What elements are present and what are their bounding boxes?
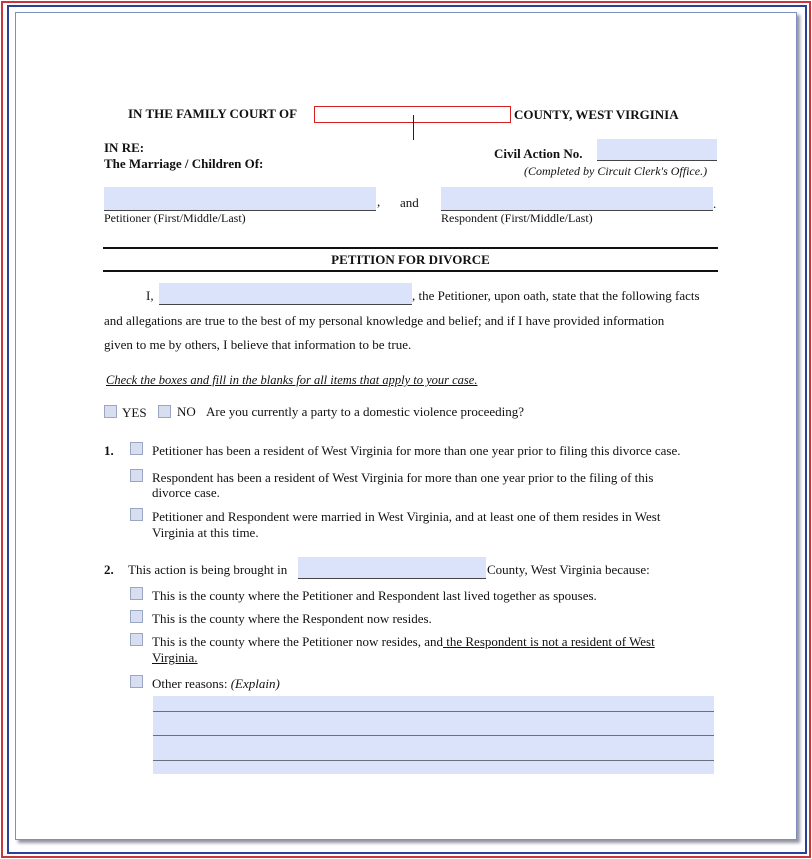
other-reasons-label: Other reasons: — [152, 676, 231, 691]
title-bottom-rule — [103, 270, 718, 272]
dv-no-label: NO — [177, 404, 196, 419]
married-in-wv-checkbox[interactable] — [130, 508, 143, 521]
petitioner-caption: Petitioner (First/Middle/Last) — [104, 211, 246, 225]
respondent-name-input[interactable] — [441, 187, 713, 211]
venue-petitioner-text-cont: Virginia. — [152, 650, 198, 665]
text-cursor — [413, 115, 414, 140]
venue-petitioner-checkbox[interactable] — [130, 633, 143, 646]
intro-i: I, — [146, 288, 154, 303]
intro-line1: , the Petitioner, upon oath, state that the following facts — [412, 288, 700, 303]
explain-line-2 — [153, 735, 714, 736]
residency-respondent-checkbox[interactable] — [130, 469, 143, 482]
section-2-number: 2. — [104, 562, 114, 577]
venue-petitioner-text: This is the county where the Petitioner now resides, and — [152, 634, 443, 649]
in-re-label: IN RE: — [104, 140, 145, 155]
marriage-of-label: The Marriage / Children Of: — [104, 156, 264, 171]
petitioner-full-name-input[interactable] — [159, 283, 412, 305]
title-top-rule — [103, 247, 718, 249]
and-text: and — [400, 195, 419, 210]
intro-line3: given to me by others, I believe that information to be true. — [104, 337, 412, 352]
venue-respondent-checkbox[interactable] — [130, 610, 143, 623]
petition-title: PETITION FOR DIVORCE — [331, 252, 490, 267]
court-suffix: COUNTY, WEST VIRGINIA — [514, 107, 679, 122]
petitioner-comma: , — [377, 194, 381, 209]
respondent-period: . — [713, 196, 717, 211]
instructions-text: Check the boxes and fill in the blanks for all items that apply to your case. — [106, 373, 478, 387]
section-2-lead-suffix: County, West Virginia because: — [487, 562, 650, 577]
venue-last-lived-checkbox[interactable] — [130, 587, 143, 600]
residency-petitioner-text: Petitioner has been a resident of West Virginia for more than one year prior to filing this divorce case. — [152, 443, 681, 458]
residency-petitioner-checkbox[interactable] — [130, 442, 143, 455]
venue-respondent-text: This is the county where the Respondent now resides. — [152, 611, 432, 626]
explain-line-1 — [153, 711, 714, 712]
married-in-wv-text: Petitioner and Respondent were married in West Virginia, and at least one of them resides in West — [152, 509, 661, 524]
petitioner-name-input[interactable] — [104, 187, 376, 211]
civil-action-input[interactable] — [597, 139, 717, 161]
venue-petitioner-line — [152, 634, 655, 649]
filing-county-input[interactable] — [298, 557, 486, 579]
document-page — [15, 12, 797, 840]
dv-yes-label: YES — [122, 405, 147, 420]
dv-no-checkbox[interactable] — [158, 405, 171, 418]
explain-line-3 — [153, 760, 714, 761]
section-1-number: 1. — [104, 443, 114, 458]
venue-petitioner-underlined: the Respondent is not a resident of West — [443, 634, 655, 649]
married-in-wv-text-cont: Virginia at this time. — [152, 525, 259, 540]
civil-action-label: Civil Action No. — [494, 146, 583, 161]
intro-line2: and allegations are true to the best of my personal knowledge and belief; and if I have provided information — [104, 313, 665, 328]
dv-yes-checkbox[interactable] — [104, 405, 117, 418]
residency-respondent-text: Respondent has been a resident of West Virginia for more than one year prior to the filing of this — [152, 470, 654, 485]
venue-last-lived-text: This is the county where the Petitioner and Respondent last lived together as spouses. — [152, 588, 597, 603]
residency-respondent-text-cont: divorce case. — [152, 485, 220, 500]
section-2-lead: This action is being brought in — [128, 562, 288, 577]
completed-by-note: (Completed by Circuit Clerk's Office.) — [524, 164, 708, 178]
other-reasons-hint: (Explain) — [230, 676, 280, 691]
other-reasons-checkbox[interactable] — [130, 675, 143, 688]
other-reasons-line — [152, 676, 280, 691]
respondent-caption: Respondent (First/Middle/Last) — [441, 211, 593, 225]
dv-question-text: Are you currently a party to a domestic violence proceeding? — [206, 404, 525, 419]
court-prefix: IN THE FAMILY COURT OF — [128, 106, 298, 121]
